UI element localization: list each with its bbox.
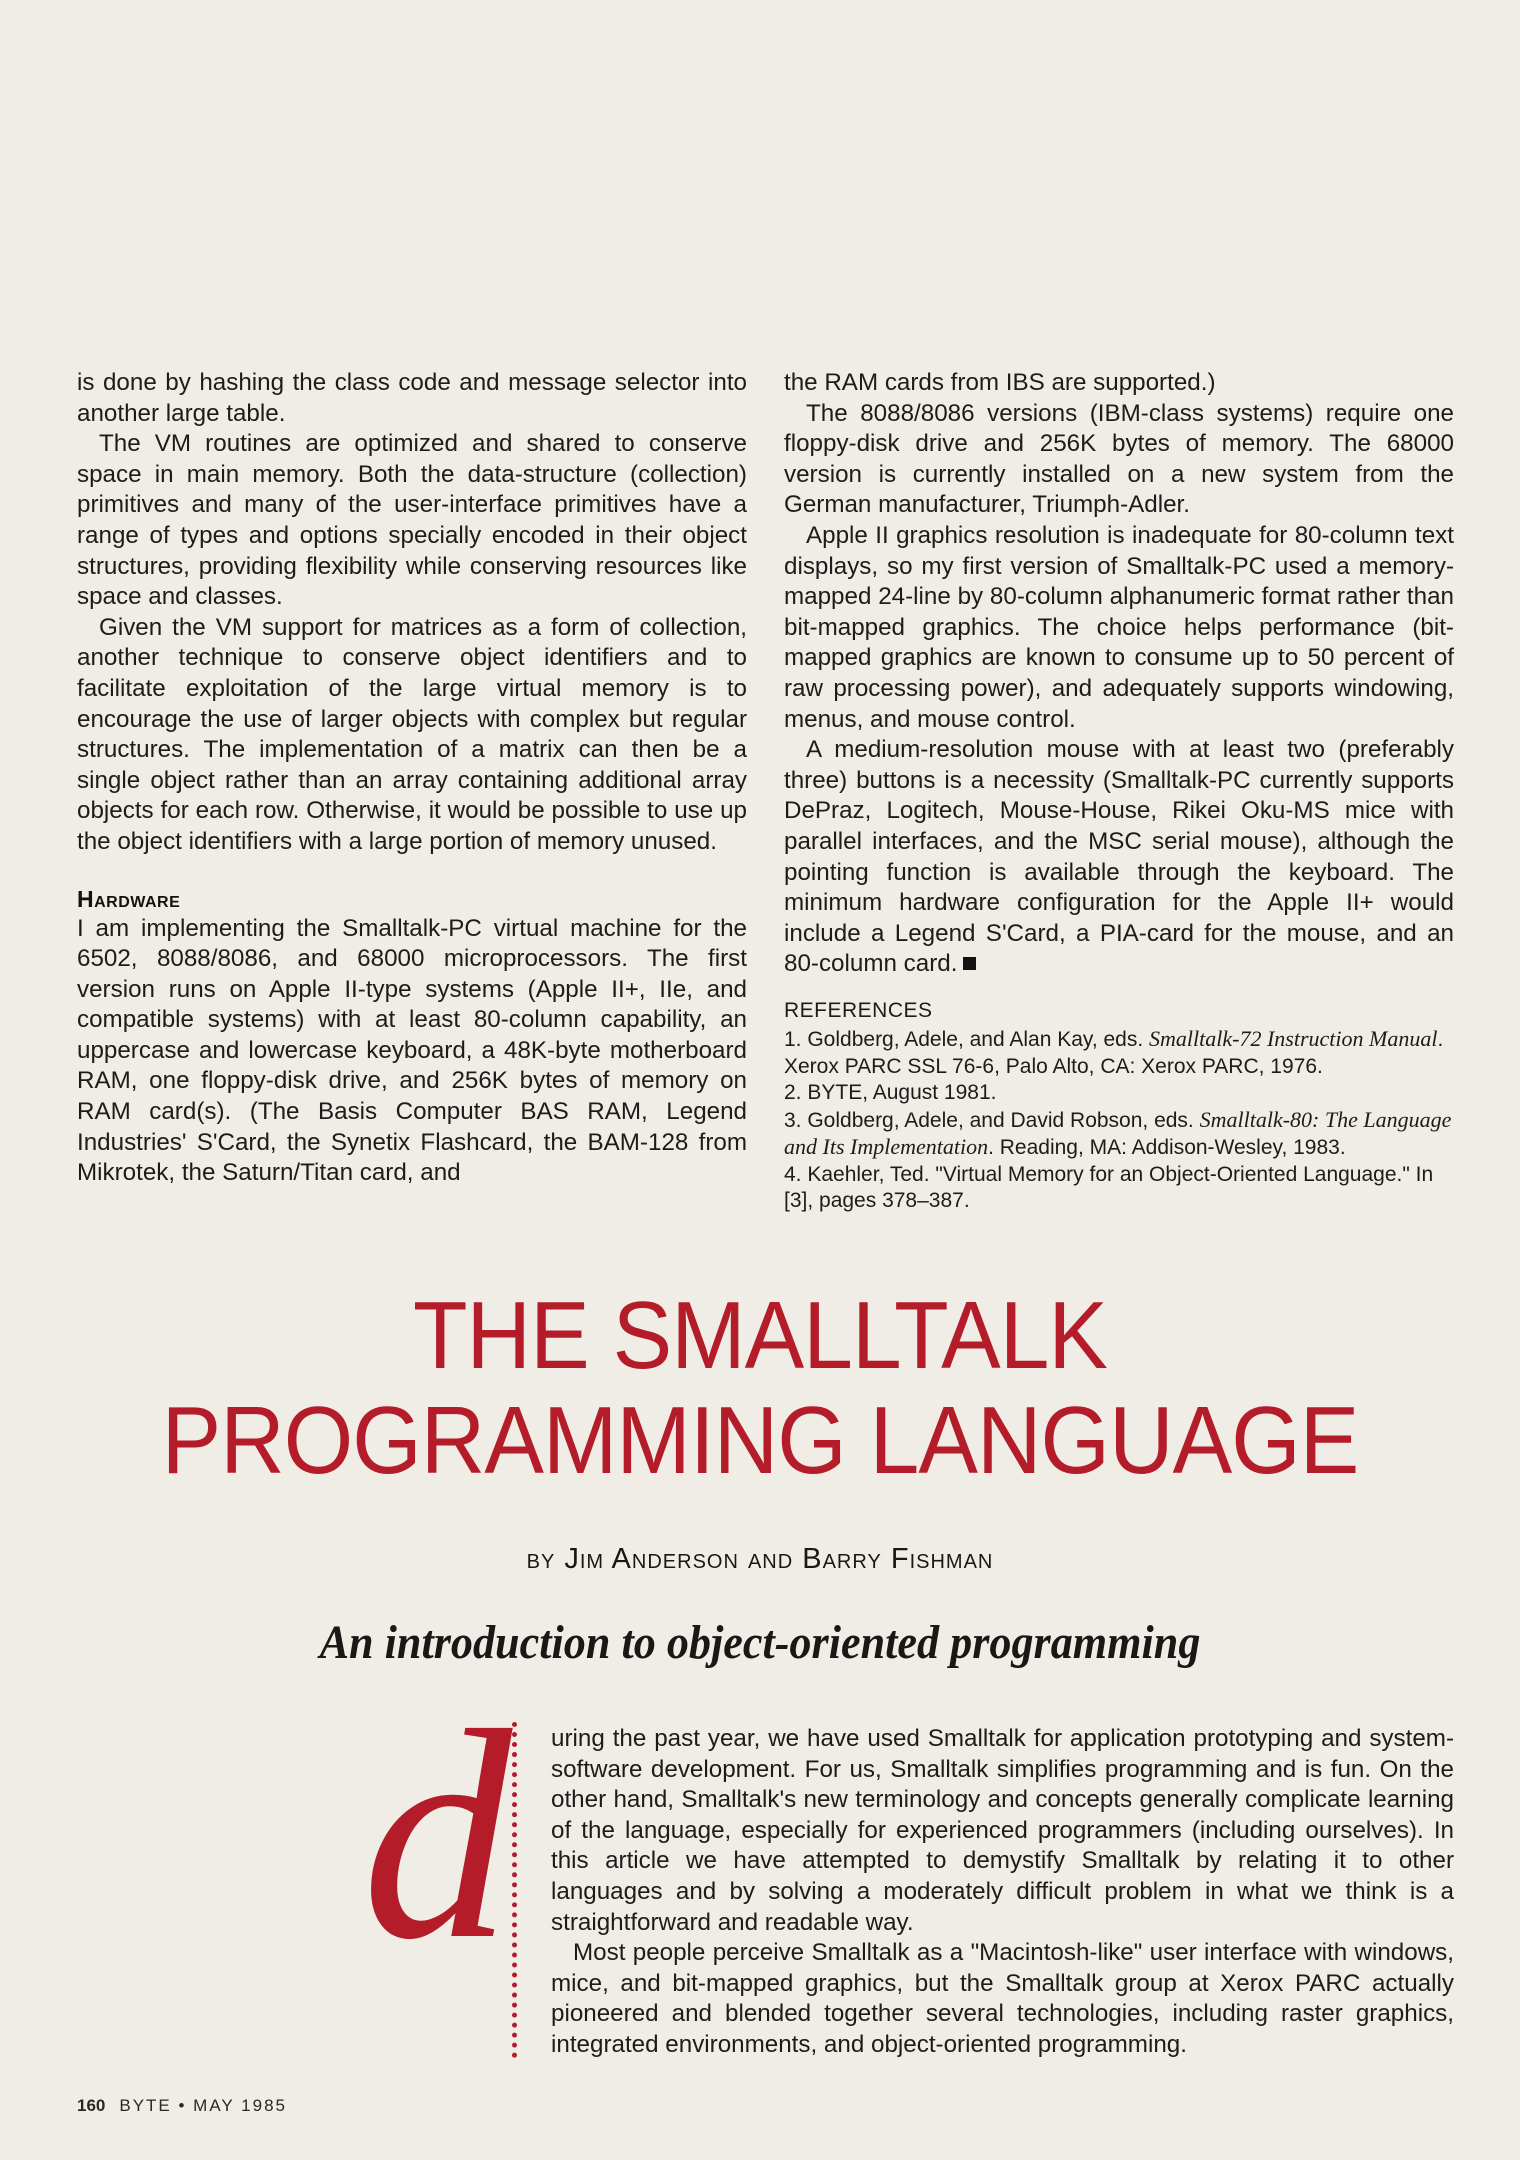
- paragraph: I am implementing the Smalltalk-PC virtual machine for the 6502, 8088/8086, and 68000 microprocessors. The first version runs on Apple II-type systems (Apple II+, IIe, and compatible systems) with at least 80-column capability, an uppercase and lowercase keyboard, a 48K-byte motherboard RAM, one floppy-disk drive, and 256K bytes of memory on RAM card(s). (The Basis Computer BAS RAM, Legend Industries' S'Card, the Synetix Flashcard, the BAM-128 from Mikrotek, the Saturn/Titan card, and: [77, 914, 747, 1187]
- references-heading: REFERENCES: [784, 998, 933, 1022]
- section-heading-hardware: Hardware: [77, 885, 181, 912]
- paragraph: Most people perceive Smalltalk as a "Macintosh-like" user interface with windows, mice, and bit-mapped graphics, but the Smalltalk group at Xerox PARC actually pioneered and blended together several technologies, including raster graphics, integrated environments, and object-oriented programming.: [551, 1939, 1454, 2058]
- paragraph-text: A medium-resolution mouse with at least two (preferably three) buttons is a necessity (Smalltalk-PC currently supports DePraz, Logitech, Mouse-House, Rikei Oku-MS mice with parallel interfaces, and the MSC serial mouse), although the pointing function is available through the keyboard. The minimum hardware configuration for the Apple II+ would include a Legend S'Card, a PIA-card for the mouse, and an 80-column card.: [784, 736, 1454, 978]
- right-column: [784, 368, 1454, 1215]
- article-intro: [551, 1724, 1454, 2061]
- byline: by Jim Anderson and Barry Fishman: [526, 1543, 994, 1575]
- paragraph: uring the past year, we have used Smalltalk for application prototyping and system-software development. For us, Smalltalk simplifies programming and is fun. On the other hand, Smalltalk's new terminology and concepts generally complicate learning of the language, especially for experienced programmers (including ourselves). In this article we have attempted to demystify Smalltalk by relating it to other languages and by solving a moderately difficult problem in what we think is a straightforward and readable way.: [551, 1725, 1454, 1936]
- article-subtitle: An introduction to object-oriented programming: [319, 1616, 1201, 1669]
- drop-cap: d: [362, 1669, 512, 2001]
- reference-text: 1. Goldberg, Adele, and Alan Kay, eds.: [784, 1028, 1150, 1052]
- page-footer: [77, 2096, 287, 2116]
- reference-item: 2. BYTE, August 1981.: [784, 1081, 997, 1105]
- paragraph: The VM routines are optimized and shared to conserve space in main memory. Both the data-structure (collection) primitives and many of the user-interface primitives have a range of types and options specially encoded in their object structures, providing flexibility while conserving resources like space and classes.: [77, 430, 747, 611]
- reference-title: Smalltalk-72 Instruction Manual: [1149, 1026, 1438, 1052]
- end-of-article-mark: [963, 957, 976, 970]
- paragraph: Given the VM support for matrices as a form of collection, another technique to conserve object identifiers and to facilitate exploitation of the large virtual memory is to encourage the use of larger objects with complex but regular structures. The implementation of a matrix can then be a single object rather than an array containing additional array objects for each row. Otherwise, it would be possible to use up the object identifiers with a large portion of memory unused.: [77, 613, 747, 855]
- article-title: [53, 1283, 1467, 1493]
- left-column: [77, 368, 747, 1189]
- references: [784, 998, 1454, 1215]
- paragraph: The 8088/8086 versions (IBM-class systems) require one floppy-disk drive and 256K bytes of memory. The 68000 version is currently installed on a new system from the German manufacturer, Triumph-Adler.: [784, 399, 1454, 519]
- reference-text: . Xerox PARC SSL 76-6, Palo Alto, CA: Xerox PARC, 1976.: [784, 1028, 1444, 1078]
- reference-text: . Reading, MA: Addison-Wesley, 1983.: [988, 1136, 1346, 1160]
- page-number: 160: [77, 2096, 106, 2115]
- reference-text: 3. Goldberg, Adele, and David Robson, eds.: [784, 1108, 1200, 1132]
- dotted-rule: [512, 1722, 517, 2058]
- reference-item: 4. Kaehler, Ted. "Virtual Memory for an Object-Oriented Language." In [3], pages 378–387.: [784, 1162, 1434, 1213]
- paragraph: the RAM cards from IBS are supported.): [784, 369, 1216, 396]
- paragraph: is done by hashing the class code and message selector into another large table.: [77, 369, 747, 427]
- paragraph: [784, 735, 1454, 980]
- reference-item: [784, 1026, 1454, 1080]
- reference-item: [784, 1107, 1454, 1162]
- paragraph: Apple II graphics resolution is inadequate for 80-column text displays, so my first version of Smalltalk-PC used a memory-mapped 24-line by 80-column alphanumeric format rather than bit-mapped graphics. The choice helps performance (bit-mapped graphics are known to consume up to 50 percent of raw processing power), and adequately supports windowing, menus, and mouse control.: [784, 521, 1454, 733]
- publication-line: BYTE • MAY 1985: [119, 2096, 287, 2115]
- reference-title: Smalltalk-80: The Language and Its Implementation: [784, 1106, 1452, 1160]
- title-line: THE SMALLTALK: [412, 1282, 1108, 1389]
- title-line: PROGRAMMING LANGUAGE: [161, 1387, 1359, 1494]
